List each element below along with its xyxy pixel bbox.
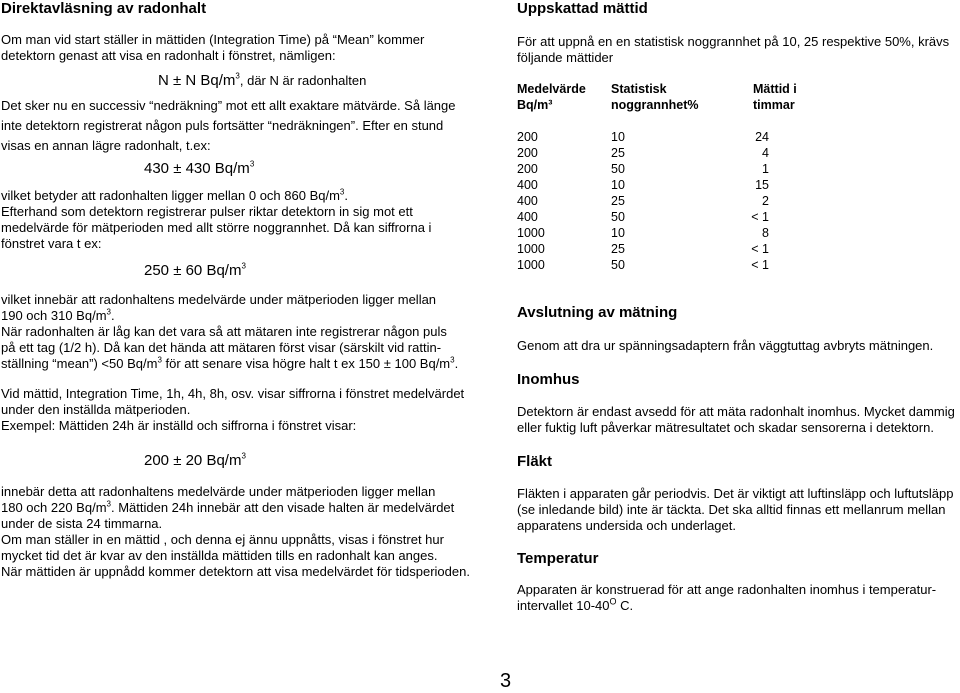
inomhus-line-1: Detektorn är endast avsedd för att mäta radonhalt inomhus. Mycket dammig [517, 404, 955, 419]
temperatur-line-2-b: C. [616, 598, 634, 613]
table-cell-medelvarde: 1000 [517, 226, 545, 240]
para3-line-2 [1, 308, 115, 324]
formula-tail: , där N är radonhalten [239, 73, 367, 88]
table-cell-noggrannhet: 10 [611, 178, 625, 192]
section-title-temperatur: Temperatur [517, 550, 599, 567]
table-cell-mattid: 24 [755, 130, 769, 144]
table-cell-noggrannhet: 25 [611, 146, 625, 160]
para3-line-2-end: . [110, 308, 115, 323]
flakt-line-1: Fläkten i apparaten går periodvis. Det är viktigt att luftinsläpp och luftutsläpp [517, 486, 954, 501]
table-header-mattid: Mättid i [753, 82, 797, 96]
para5-line-5: mycket tid det är kvar av den inställda mättiden tills en radonhalt kan anges. [1, 548, 438, 563]
para4-line-3: Exempel: Mättiden 24h är inställd och siffrorna i fönstret visar: [1, 418, 357, 433]
intro-line-2: detektorn genast att visa en radonhalt i fönstret, nämligen: [1, 48, 336, 63]
para2-line-1 [1, 188, 348, 204]
example-3 [144, 452, 246, 470]
table-cell-medelvarde: 400 [517, 178, 538, 192]
example-3-text: 200 ± 20 Bq/m [144, 452, 242, 469]
table-cell-mattid: < 1 [751, 242, 769, 256]
para3-line-2-text: 190 och 310 Bq/m [1, 308, 107, 323]
example-1-text: 430 ± 430 Bq/m [144, 160, 250, 177]
para5-line-2 [1, 500, 454, 516]
para3-line-4: på ett tag (1/2 h). Då kan det hända att mätaren först visar (särskilt vid rattin- [1, 340, 442, 355]
section-title-inomhus: Inomhus [517, 371, 580, 388]
table-cell-noggrannhet: 10 [611, 226, 625, 240]
table-cell-mattid: 15 [755, 178, 769, 192]
para3-line-1: vilket innebär att radonhaltens medelvärde under mätperioden ligger mellan [1, 292, 437, 307]
section-title-avslutning: Avslutning av mätning [517, 304, 678, 321]
para3-line-5 [1, 356, 458, 372]
temperatur-line-2-a: intervallet 10-40 [517, 598, 610, 613]
para5-line-4: Om man ställer in en mättid , och denna ej ännu uppnåtts, visas i fönstret hur [1, 532, 444, 547]
table-cell-medelvarde: 1000 [517, 242, 545, 256]
para2-exponent: 3 [339, 187, 345, 197]
table-cell-noggrannhet: 50 [611, 162, 625, 176]
avslutning-line-1: Genom att dra ur spänningsadaptern från väggtuttag avbryts mätningen. [517, 338, 934, 353]
para2-line-4: fönstret vara t ex: [1, 236, 102, 251]
para5-line-3: under de sista 24 timmarna. [1, 516, 163, 531]
table-cell-noggrannhet: 25 [611, 194, 625, 208]
table-cell-medelvarde: 200 [517, 162, 538, 176]
example-2-text: 250 ± 60 Bq/m [144, 262, 242, 279]
table-cell-medelvarde: 400 [517, 210, 538, 224]
para3-line-5-exp2: 3 [450, 355, 455, 365]
table-cell-medelvarde: 400 [517, 194, 538, 208]
example-1 [144, 160, 254, 178]
para1-line-2: inte detektorn registrerat någon puls fortsätter “nedräkningen”. Efter en stund [1, 118, 444, 133]
inomhus-line-2: eller fuktig luft påverkar mätresultatet och skadar sensorerna i detektorn. [517, 420, 934, 435]
table-cell-medelvarde: 200 [517, 146, 538, 160]
table-header-medelvarde: Medelvärde [517, 82, 586, 96]
table-header-unit: Bq/m³ [517, 98, 553, 112]
table-cell-mattid: < 1 [751, 258, 769, 272]
example-1-exponent: 3 [249, 159, 255, 169]
table-cell-noggrannhet: 50 [611, 258, 625, 272]
flakt-line-2: (se inledande bild) inte är täckta. Det ska alltid finnas ett mellanrum mellan [517, 502, 946, 517]
para5-line-2-b: . Mättiden 24h innebär att den visade halten är medelvärdet [110, 500, 455, 515]
para5-line-2-a: 180 och 220 Bq/m [1, 500, 107, 515]
para3-exponent: 3 [106, 307, 111, 317]
example-2-exponent: 3 [241, 261, 246, 271]
para2-line-1-text: vilket betyder att radonhalten ligger mellan 0 och 860 Bq/m [1, 188, 340, 203]
table-cell-mattid: 2 [762, 194, 769, 208]
table-cell-noggrannhet: 10 [611, 130, 625, 144]
formula-line [158, 72, 366, 90]
table-cell-medelvarde: 200 [517, 130, 538, 144]
table-cell-mattid: 4 [762, 146, 769, 160]
section-title-flakt: Fläkt [517, 453, 553, 470]
para3-line-5-a: ställning “mean”) <50 Bq/m [1, 356, 158, 371]
para4-line-1: Vid mättid, Integration Time, 1h, 4h, 8h, osv. visar siffrorna i fönstret medelvärdet [1, 386, 465, 401]
para3-line-3: När radonhalten är låg kan det vara så att mätaren inte registrerar någon puls [1, 324, 447, 339]
table-cell-medelvarde: 1000 [517, 258, 545, 272]
table-cell-noggrannhet: 50 [611, 210, 625, 224]
example-3-exponent: 3 [241, 451, 246, 461]
table-header-timmar: timmar [753, 98, 795, 112]
table-cell-mattid: 8 [762, 226, 769, 240]
para2-line-1-end: . [344, 188, 348, 203]
para2-line-2: Efterhand som detektorn registrerar pulser riktar detektorn in sig mot ett [1, 204, 413, 219]
table-header-noggrannhet: noggrannhet% [611, 98, 699, 112]
para1-line-1: Det sker nu en successiv “nedräkning” mot ett allt exaktare mätvärde. Så länge [1, 98, 456, 113]
degree-symbol: O [609, 596, 617, 607]
para1-line-3: visas en annan lägre radonhalt, t.ex: [1, 138, 211, 153]
table-cell-mattid: 1 [762, 162, 769, 176]
section-title-uppskattad-mattid: Uppskattad mättid [517, 0, 648, 17]
para3-line-5-end: . [454, 356, 459, 371]
mattid-intro-line-2: följande mättider [517, 50, 614, 65]
para2-line-3: medelvärde för mätperioden med allt större noggrannhet. Då kan siffrorna i [1, 220, 432, 235]
para5-line-1: innebär detta att radonhaltens medelvärde under mätperioden ligger mellan [1, 484, 436, 499]
flakt-line-3: apparatens undersida och underlaget. [517, 518, 736, 533]
table-cell-mattid: < 1 [751, 210, 769, 224]
para5-exponent: 3 [106, 499, 111, 509]
section-title-direktavlasning: Direktavläsning av radonhalt [1, 0, 207, 17]
intro-line-1: Om man vid start ställer in mättiden (Integration Time) på “Mean” kommer [1, 32, 425, 47]
formula-exponent: 3 [235, 71, 240, 81]
temperatur-line-2 [517, 598, 633, 614]
para4-line-2: under den inställda mätperioden. [1, 402, 191, 417]
formula-main: N ± N Bq/m [158, 72, 236, 89]
para3-line-5-b: för att senare visa högre halt t ex 150 ± 100 Bq/m [161, 356, 451, 371]
para3-line-5-exp1: 3 [157, 355, 162, 365]
example-2 [144, 262, 246, 280]
para5-line-6: När mättiden är uppnådd kommer detektorn att visa medelvärdet för tidsperioden. [1, 564, 470, 579]
mattid-intro-line-1: För att uppnå en en statistisk noggrannhet på 10, 25 respektive 50%, krävs [517, 34, 950, 49]
page-number: 3 [500, 670, 512, 692]
table-header-statistisk: Statistisk [611, 82, 667, 96]
table-cell-noggrannhet: 25 [611, 242, 625, 256]
temperatur-line-1: Apparaten är konstruerad för att ange radonhalten inomhus i temperatur- [517, 582, 937, 597]
